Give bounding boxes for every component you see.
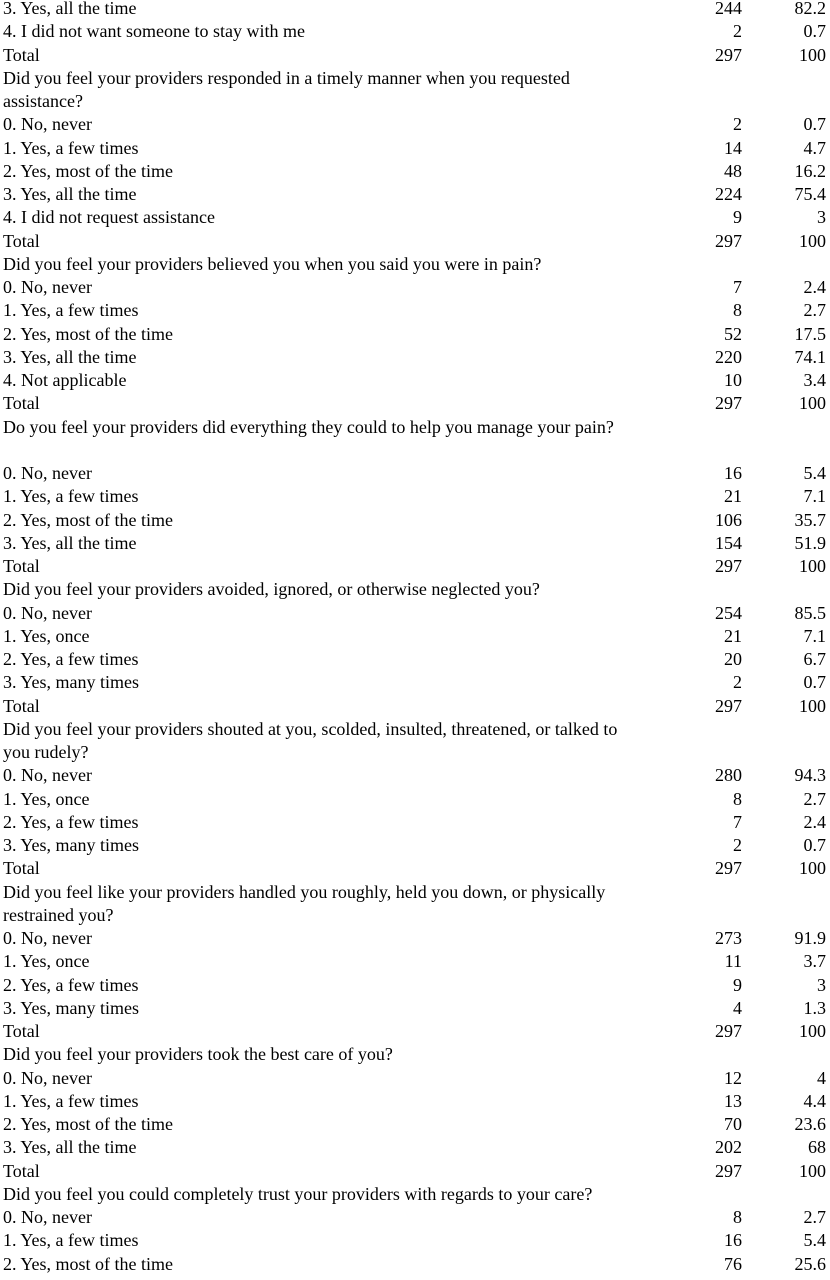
percent-cell: 2.7 — [803, 1207, 826, 1227]
percent-cell: 6.7 — [803, 649, 826, 669]
count-cell: 154 — [715, 532, 742, 553]
percent-cell: 3.7 — [803, 951, 826, 972]
percent-cell: 74.1 — [794, 346, 826, 367]
total-row — [0, 392, 830, 415]
answer-row — [0, 462, 830, 485]
percent-cell: 7.1 — [803, 486, 826, 507]
percent-cell: 4.7 — [803, 137, 826, 158]
total-label: Total — [3, 1160, 40, 1181]
percent-cell: 3 — [817, 207, 826, 228]
answer-row — [0, 648, 830, 671]
percent-cell: 2.4 — [803, 811, 826, 832]
answer-label: 1. Yes, a few times — [3, 1090, 139, 1111]
percent-cell: 94.3 — [794, 765, 826, 786]
answer-label: 0. No, never — [3, 928, 92, 948]
count-cell: 52 — [724, 323, 742, 344]
question-text: Do you feel your providers did everything they could to help you manage your pain? — [3, 416, 614, 437]
question-text: Did you feel your providers took the best care of you? — [3, 1044, 393, 1065]
answer-row — [0, 137, 830, 160]
percent-cell: 3 — [817, 974, 826, 995]
count-cell: 8 — [733, 1207, 742, 1227]
total-label: Total — [3, 695, 40, 716]
answer-row — [0, 206, 830, 229]
answer-label: 3. Yes, all the time — [3, 184, 137, 204]
answer-label: 4. I did not request assistance — [3, 207, 215, 228]
answer-row — [0, 113, 830, 136]
answer-row — [0, 788, 830, 811]
percent-cell: 4 — [817, 1067, 826, 1088]
answer-row — [0, 950, 830, 973]
answer-row — [0, 997, 830, 1020]
count-cell: 14 — [724, 137, 742, 158]
count-cell: 280 — [715, 765, 742, 786]
percent-cell: 85.5 — [794, 602, 826, 623]
answer-label: 1. Yes, a few times — [3, 137, 139, 158]
percent-cell: 91.9 — [794, 928, 826, 948]
count-cell: 16 — [724, 1230, 742, 1251]
question-row — [0, 578, 830, 601]
count-cell: 297 — [715, 556, 742, 576]
total-label: Total — [3, 230, 40, 251]
answer-row — [0, 323, 830, 346]
answer-label: 0. No, never — [3, 114, 92, 135]
percent-cell: 7.1 — [803, 625, 826, 646]
total-row — [0, 555, 830, 578]
answer-label: 2. Yes, most of the time — [3, 509, 174, 530]
percent-cell: 0.7 — [803, 835, 826, 855]
answer-label: 2. Yes, a few times — [3, 811, 139, 832]
answer-label: 4. Not applicable — [3, 370, 127, 390]
count-cell: 297 — [715, 44, 742, 65]
count-cell: 224 — [715, 184, 742, 204]
question-text: Did you feel your providers shouted at you, scolded, insulted, threatened, or talked to you rudely? — [3, 718, 618, 762]
count-cell: 20 — [724, 649, 742, 669]
answer-label: 2. Yes, a few times — [3, 649, 139, 669]
count-cell: 297 — [715, 858, 742, 879]
answer-row — [0, 1067, 830, 1090]
answer-label: 1. Yes, once — [3, 951, 90, 972]
question-text: Did you feel your providers responded in a timely manner when you requested assistance? — [3, 67, 570, 111]
answer-label: 3. Yes, all the time — [3, 1137, 137, 1158]
count-cell: 8 — [733, 788, 742, 809]
count-cell: 254 — [715, 602, 742, 623]
count-cell: 12 — [724, 1067, 742, 1088]
answer-label: 3. Yes, many times — [3, 997, 140, 1018]
answer-label: 0. No, never — [3, 765, 92, 786]
question-row — [0, 881, 830, 928]
percent-cell: 23.6 — [794, 1114, 826, 1134]
answer-row — [0, 927, 830, 950]
count-cell: 16 — [724, 463, 742, 483]
percent-cell: 17.5 — [794, 323, 826, 344]
total-row — [0, 230, 830, 253]
count-cell: 76 — [724, 1253, 742, 1274]
total-label: Total — [3, 1021, 40, 1041]
count-cell: 297 — [715, 695, 742, 716]
count-cell: 21 — [724, 625, 742, 646]
total-row — [0, 1020, 830, 1043]
count-cell: 13 — [724, 1090, 742, 1111]
count-cell: 273 — [715, 928, 742, 948]
answer-row — [0, 1113, 830, 1136]
count-cell: 48 — [724, 160, 742, 181]
answer-row — [0, 1206, 830, 1229]
question-row — [0, 718, 830, 765]
answer-label: 0. No, never — [3, 1207, 92, 1227]
question-row — [0, 67, 830, 114]
percent-cell: 100 — [799, 393, 826, 414]
percent-cell: 100 — [799, 44, 826, 65]
percent-cell: 100 — [799, 230, 826, 251]
question-row — [0, 1183, 830, 1206]
percent-cell: 0.7 — [803, 672, 826, 693]
count-cell: 7 — [733, 277, 742, 297]
count-cell: 2 — [733, 21, 742, 42]
answer-label: 2. Yes, most of the time — [3, 323, 174, 344]
total-row — [0, 857, 830, 880]
percent-cell: 0.7 — [803, 21, 826, 42]
percent-cell: 2.7 — [803, 300, 826, 321]
count-cell: 106 — [715, 509, 742, 530]
total-row — [0, 1160, 830, 1183]
percent-cell: 35.7 — [794, 509, 826, 530]
percent-cell: 4.4 — [803, 1090, 826, 1111]
count-cell: 9 — [733, 207, 742, 228]
question-row — [0, 253, 830, 276]
answer-label: 1. Yes, once — [3, 788, 90, 809]
count-cell: 9 — [733, 974, 742, 995]
percent-cell: 82.2 — [794, 0, 826, 18]
count-cell: 202 — [715, 1137, 742, 1158]
total-label: Total — [3, 393, 40, 414]
answer-label: 2. Yes, most of the time — [3, 160, 174, 181]
answer-label: 3. Yes, many times — [3, 835, 140, 855]
percent-cell: 16.2 — [794, 160, 826, 181]
answer-row — [0, 764, 830, 787]
answer-label: 3. Yes, all the time — [3, 532, 137, 553]
question-row — [0, 416, 830, 463]
answer-row — [0, 532, 830, 555]
answer-label: 1. Yes, a few times — [3, 486, 139, 507]
percent-cell: 5.4 — [803, 1230, 826, 1251]
percent-cell: 100 — [799, 556, 826, 576]
percent-cell: 2.7 — [803, 788, 826, 809]
count-cell: 70 — [724, 1114, 742, 1134]
count-cell: 297 — [715, 1160, 742, 1181]
percent-cell: 2.4 — [803, 277, 826, 297]
answer-label: 2. Yes, a few times — [3, 974, 139, 995]
question-text: Did you feel you could completely trust your providers with regards to your care? — [3, 1183, 593, 1204]
total-label: Total — [3, 556, 40, 576]
percent-cell: 51.9 — [794, 532, 826, 553]
percent-cell: 100 — [799, 1160, 826, 1181]
answer-row — [0, 299, 830, 322]
answer-row — [0, 1253, 830, 1276]
percent-cell: 0.7 — [803, 114, 826, 135]
answer-row — [0, 625, 830, 648]
answer-row — [0, 834, 830, 857]
question-text: Did you feel your providers avoided, ignored, or otherwise neglected you? — [3, 579, 540, 600]
answer-label: 1. Yes, once — [3, 625, 90, 646]
total-row — [0, 44, 830, 67]
answer-row — [0, 602, 830, 625]
percent-cell: 3.4 — [803, 370, 826, 390]
count-cell: 297 — [715, 230, 742, 251]
answer-row — [0, 974, 830, 997]
count-cell: 297 — [715, 1021, 742, 1041]
question-text: Did you feel like your providers handled you roughly, held you down, or physically restrained you? — [3, 881, 606, 925]
answer-label: 3. Yes, all the time — [3, 346, 137, 367]
answer-label: 0. No, never — [3, 277, 92, 297]
answer-row — [0, 346, 830, 369]
answer-row — [0, 369, 830, 392]
answer-row — [0, 20, 830, 43]
percent-cell: 25.6 — [794, 1253, 826, 1274]
count-cell: 297 — [715, 393, 742, 414]
count-cell: 11 — [724, 951, 742, 972]
count-cell: 8 — [733, 300, 742, 321]
count-cell: 244 — [715, 0, 742, 18]
answer-row — [0, 1090, 830, 1113]
answer-row — [0, 485, 830, 508]
answer-row — [0, 160, 830, 183]
count-cell: 2 — [733, 114, 742, 135]
count-cell: 2 — [733, 835, 742, 855]
percent-cell: 100 — [799, 858, 826, 879]
answer-row — [0, 1229, 830, 1252]
answer-label: 1. Yes, a few times — [3, 1230, 139, 1251]
count-cell: 7 — [733, 811, 742, 832]
count-cell: 10 — [724, 370, 742, 390]
answer-label: 1. Yes, a few times — [3, 300, 139, 321]
answer-label: 0. No, never — [3, 1067, 92, 1088]
answer-label: 4. I did not want someone to stay with me — [3, 21, 305, 42]
answer-row — [0, 276, 830, 299]
percent-cell: 100 — [799, 695, 826, 716]
answer-label: 0. No, never — [3, 602, 92, 623]
count-cell: 4 — [733, 997, 742, 1018]
answer-row — [0, 183, 830, 206]
answer-row — [0, 1136, 830, 1159]
percent-cell: 68 — [808, 1137, 826, 1158]
answer-label: 2. Yes, most of the time — [3, 1114, 174, 1134]
answer-label: 3. Yes, many times — [3, 672, 140, 693]
answer-row — [0, 509, 830, 532]
percent-cell: 1.3 — [803, 997, 826, 1018]
question-text: Did you feel your providers believed you when you said you were in pain? — [3, 253, 542, 274]
answer-label: 0. No, never — [3, 463, 92, 483]
count-cell: 21 — [724, 486, 742, 507]
answer-row — [0, 0, 830, 20]
percent-cell: 5.4 — [803, 463, 826, 483]
answer-label: 2. Yes, most of the time — [3, 1253, 174, 1274]
percent-cell: 100 — [799, 1021, 826, 1041]
answer-row — [0, 671, 830, 694]
question-row — [0, 1043, 830, 1066]
total-row — [0, 695, 830, 718]
answer-label: 3. Yes, all the time — [3, 0, 137, 18]
count-cell: 2 — [733, 672, 742, 693]
total-label: Total — [3, 858, 40, 879]
answer-row — [0, 811, 830, 834]
count-cell: 220 — [715, 346, 742, 367]
percent-cell: 75.4 — [794, 184, 826, 204]
total-label: Total — [3, 44, 40, 65]
